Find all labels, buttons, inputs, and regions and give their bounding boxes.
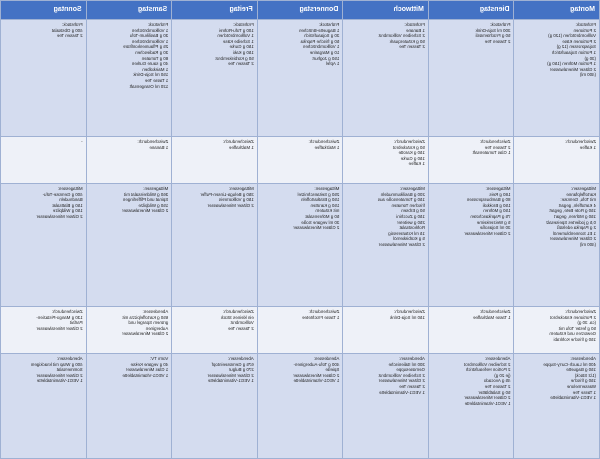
- meal-line: 400 g Tofu-Auberginen-: [293, 361, 340, 367]
- meal-line: 150 g Bratkartoffeln: [301, 197, 340, 203]
- meal-line: Mittagessen:: [485, 186, 511, 191]
- meal-line: Zwischendurch:: [308, 139, 340, 144]
- meal-line: 15 ml Kräuteressig: [388, 230, 425, 236]
- meal-line: 40 g saure Gurken: [131, 61, 169, 67]
- meal-line: 4 Kartoffeln, gegart: [558, 202, 596, 208]
- meal-line: 2 Gläser Mineralwasser: [207, 202, 254, 208]
- meal-line: 2 Gläser Mineralwasser: [549, 66, 596, 72]
- meal-line: 2 Tassen Tee: [56, 33, 83, 39]
- meal-line: 150 g frische Kohlrabi: [553, 336, 596, 342]
- meal-line: Mittagessen:: [57, 186, 83, 191]
- meal-line: (je 20 g): [494, 372, 511, 378]
- meal-line: Mittagessen:: [399, 186, 425, 191]
- meal-line: 0,5 g jodiertes Speisesalz: [545, 219, 596, 225]
- meal-line: 2 Gläser Mineralwasser: [378, 241, 425, 247]
- meal-cell: [172, 137, 258, 184]
- meal-line: 400 g Wrap mit knackigem: [30, 361, 83, 367]
- meal-line: Spieße: [325, 367, 340, 373]
- meal-line: 2 Gläser Mineralwasser: [293, 372, 340, 378]
- meal-cell: [86, 307, 172, 354]
- meal-line: 1 Tasse Tee: [572, 389, 596, 395]
- meal-line: 150 g Zucchini: [396, 213, 425, 219]
- meal-line: 650 g Kartoffelpizza mit: [122, 314, 169, 320]
- meal-cell: [172, 20, 258, 137]
- meal-line: -: [81, 139, 83, 144]
- meal-line: Zwischendurch:: [308, 309, 340, 314]
- meal-line: 2 Gläser Mineralwasser: [122, 208, 169, 214]
- meal-line: mit Tofu, Gemüse:: [560, 197, 596, 203]
- meal-line: 2 Portionen Käse: [562, 38, 596, 44]
- day-header: Montag: [514, 1, 600, 20]
- meal-line: Bandnudeln: [59, 197, 83, 203]
- meal-line: Zwischendurch:: [565, 309, 596, 314]
- meal-line: 2 Portion Hefeaufstrich: [465, 367, 511, 373]
- meal-line: (400 ml): [579, 72, 596, 78]
- meal-line: 270 g Bulgur: [228, 367, 254, 373]
- meal-line: Gewürzen und Kräutern: [549, 331, 596, 337]
- meal-line: 150 g Karotten: [310, 202, 340, 208]
- meal-line: 2 Tassen Tee: [399, 383, 425, 389]
- meal-line: Zwischendurch:: [51, 309, 83, 314]
- meal-line: 1 Tasse Früchtetee: [302, 314, 340, 320]
- meal-line: 2 Gläser Mineralwasser: [36, 372, 83, 378]
- meal-line: 5 g Kürbiskernöl: [393, 236, 425, 242]
- meal-line: 150 g Gurke: [400, 155, 425, 161]
- meal-line: grünem Spargel und: [128, 320, 169, 326]
- meal-cell: [343, 307, 429, 354]
- meal-line: 80 g Tomaten: [141, 55, 169, 61]
- meal-line: 1 VEG1-Vitamintablette: [293, 378, 340, 384]
- meal-cell: [514, 137, 600, 184]
- meal-line: 150 g Wildpilze: [52, 208, 83, 214]
- meal-cell: [257, 137, 343, 184]
- meal-line: 30 ml vegane Soße: [301, 219, 340, 225]
- meal-line: 10 g Margarine: [309, 49, 340, 55]
- meal-line: Vorm TV:: [150, 356, 169, 361]
- meal-line: 2 Gläser Mineralwasser: [122, 331, 169, 337]
- meal-line: 150 g Kaki: [233, 49, 254, 55]
- meal-line: 1 Vollkornbrötchen: [217, 33, 254, 39]
- meal-line: 2 Gläser Mineralwasser: [378, 378, 425, 384]
- meal-line: 150 g Vollkornreis: [218, 197, 254, 203]
- day-header: Sonntag: [1, 1, 87, 20]
- meal-cell: [428, 184, 514, 307]
- meal-line: 5 g Weizenkeime: [476, 219, 511, 225]
- meal-line: (400 ml): [579, 241, 596, 247]
- meal-line: 150 g Karotte: [398, 150, 425, 156]
- meal-line: 350 g Beluga-Linsen-Puffer: [200, 191, 254, 197]
- meal-line: Spinat und Pfifferlingen: [122, 197, 169, 203]
- day-header: Dienstag: [428, 1, 514, 20]
- meal-line: 2 Gläser Mineralwasser: [36, 213, 83, 219]
- meal-line: Mittagessen:: [571, 186, 596, 191]
- meal-line: 1 VEG1-Vitamintablette: [379, 389, 425, 395]
- meal-cell: [1, 137, 87, 184]
- meal-line: Abendessen:: [56, 356, 83, 361]
- meal-line: Mittagessen:: [143, 186, 169, 191]
- meal-line: 1 Maiskolben: [142, 66, 169, 72]
- meal-line: Zwischendurch:: [223, 139, 254, 144]
- meal-line: 1 Baguette-Brötchen: [299, 27, 340, 33]
- meal-line: (30 g): [584, 55, 596, 61]
- meal-line: 400 g Gemüse-Tofu-: [42, 191, 83, 197]
- meal-line: 150 g Brokkoli: [482, 202, 511, 208]
- meal-line: 400 g Obstsalat: [51, 27, 83, 33]
- meal-line: 100 g Tofu-Rührei: [218, 27, 254, 33]
- meal-cell: [257, 307, 343, 354]
- meal-cell: [428, 307, 514, 354]
- meal-line: 1 Vollkornbrötchen: [302, 44, 340, 50]
- meal-line: 50 g Kürbiskernbrot: [215, 55, 254, 61]
- meal-line: 150 g Joghurt: [312, 55, 340, 61]
- meal-line: 2 Tassen Tee: [484, 38, 511, 44]
- meal-row: [1, 354, 600, 459]
- meal-line: 150 g Tomatensoße aus: [377, 197, 425, 203]
- meal-cell: [428, 137, 514, 184]
- meal-line: 1 Malzkaffee: [314, 144, 340, 150]
- meal-line: Frühstück:: [233, 22, 254, 27]
- day-header: Donnerstag: [257, 1, 343, 20]
- meal-line: 2 Gläser Mineralwasser: [293, 225, 340, 231]
- meal-line: 300 ml Soja-Drink: [475, 27, 511, 33]
- meal-line: Frühstück:: [575, 22, 596, 27]
- meal-line: (ca. 30 g): [577, 320, 596, 326]
- meal-line: 1 VEG1-Vitamintablette: [122, 372, 169, 378]
- meal-line: Mittagessen:: [314, 186, 340, 191]
- meal-line: Abendessen:: [399, 356, 425, 361]
- meal-line: 1 VEG1-Vitamintablette: [464, 400, 511, 406]
- meal-line: Mittagessen:: [228, 186, 254, 191]
- meal-row: [1, 184, 600, 307]
- meal-cell: [514, 20, 600, 137]
- meal-line: 360 g Wildreissalat mit: [124, 191, 169, 197]
- meal-line: 150 g Blattsalat: [52, 202, 83, 208]
- meal-line: 150 g Möhren, gegart: [554, 213, 596, 219]
- meal-line: 2 Scheiben Vollkornbrot: [378, 372, 425, 378]
- meal-line: Frühstück:: [318, 22, 340, 27]
- meal-line: 1 VEG1-Vitamintablette: [550, 395, 596, 401]
- meal-plan-body: [1, 20, 600, 459]
- meal-line: 250 g weiterer: [397, 219, 425, 225]
- meal-row: [1, 307, 600, 354]
- meal-line: 1 Glas Mineralwasser: [125, 367, 169, 373]
- meal-line: 1 Malzkaffee: [228, 144, 254, 150]
- meal-line: 50 g fester Tofu mit: [558, 325, 596, 331]
- meal-line: Abendessen:: [313, 356, 340, 361]
- meal-cell: [514, 184, 600, 307]
- meal-line: 1 Apfel: [325, 61, 340, 67]
- meal-cell: [257, 354, 343, 459]
- meal-line: 45 g Avocado: [483, 378, 511, 384]
- meal-cell: [514, 307, 600, 354]
- meal-line: 1 Tasse Malzkaffee: [473, 314, 511, 320]
- meal-line: 675 g Gemüseeintopf: [211, 361, 254, 367]
- meal-line: 120 ml Orangensaft: [129, 83, 169, 89]
- meal-line: Sommersalat: [56, 367, 83, 373]
- meal-line: Vollkornbrot: [230, 320, 254, 326]
- meal-line: 1 Scheibe Käse: [222, 38, 254, 44]
- meal-line: 2 Portionen Knäckebrot: [550, 314, 596, 320]
- meal-cell: [343, 184, 429, 307]
- meal-cell: [172, 354, 258, 459]
- meal-line: 75 g Paprikaschoten: [470, 213, 511, 219]
- meal-cell: [514, 354, 600, 459]
- meal-line: 150 g Gurke: [229, 44, 254, 50]
- meal-line: 1 EL Sonnenblumenöl: [552, 230, 596, 236]
- meal-line: 80 g Bambussprossen: [466, 197, 511, 203]
- meal-line: Parfait: [69, 320, 83, 326]
- meal-cell: [428, 20, 514, 137]
- meal-cell: [172, 307, 258, 354]
- meal-cell: [86, 20, 172, 137]
- meal-line: Zwischendurch:: [394, 309, 425, 314]
- meal-line: Frühstück:: [62, 22, 83, 27]
- day-header: Freitag: [172, 1, 258, 20]
- meal-line: 1 Vollkornbrötchen: [131, 27, 169, 33]
- meal-line: 2 Tassen Tee: [228, 325, 254, 331]
- meal-cell: [86, 354, 172, 459]
- meal-cell: [1, 20, 87, 137]
- meal-line: 2 Gläser Mineralwasser: [464, 230, 511, 236]
- meal-line: 30 g Radieschen: [135, 49, 169, 55]
- meal-line: 25 g Pflaumenkonfitüre: [123, 44, 169, 50]
- meal-line: Auberginen: [145, 325, 169, 331]
- meal-line: 150 g Baguette: [566, 367, 596, 373]
- meal-line: Abendessen:: [228, 356, 254, 361]
- meal-cell: [1, 307, 87, 354]
- meal-line: 1 Kaffee: [408, 161, 425, 167]
- meal-line: 50 g Möhrensalat: [305, 213, 340, 219]
- meal-line: Zwischendurch:: [223, 309, 254, 314]
- meal-line: Wassermelone: [566, 383, 596, 389]
- meal-line: 50 g Kräuterquark: [389, 38, 425, 44]
- meal-line: ein kleines Stück: [220, 314, 254, 320]
- meal-line: Zwischendurch:: [479, 309, 511, 314]
- meal-cell: [86, 137, 172, 184]
- meal-line: 1 Banane: [149, 144, 169, 150]
- meal-line: Vollkornbrötchen (120 g): [548, 33, 596, 39]
- meal-line: 2 Scheiben Vollkornbrot: [378, 33, 425, 39]
- meal-line: 1 Vollkornbrötchen: [131, 38, 169, 44]
- meal-line: 50 g Salatblätter: [478, 389, 511, 395]
- meal-cell: [257, 184, 343, 307]
- meal-cell: [343, 20, 429, 137]
- meal-line: Zwischendurch:: [565, 139, 596, 144]
- meal-line: 2 Tassen Tee: [399, 44, 425, 50]
- meal-line: 130 g Mango-Pistazien-: [36, 314, 83, 320]
- meal-row: [1, 20, 600, 137]
- meal-line: 2 Tassen Tee: [484, 383, 511, 389]
- meal-line: 1 Glas Tomatensaft: [472, 150, 511, 156]
- meal-line: Gemüsesuppe: [396, 367, 425, 373]
- meal-line: 150 ml Soja-Drink: [389, 314, 425, 320]
- meal-line: 2 g Paprika edelsüß: [556, 225, 596, 231]
- meal-line: 150 g Möhren: [483, 208, 511, 214]
- meal-line: Kartoffelpfanne: [566, 191, 596, 197]
- meal-cell: [343, 354, 429, 459]
- meal-line: Zwischendurch:: [394, 139, 425, 144]
- meal-line: Abendessen:: [570, 356, 596, 361]
- meal-line: Frühstück:: [489, 22, 511, 27]
- meal-line: 1 Portion Möhren (150 g): [547, 61, 596, 67]
- meal-line: 2 Gläser Mineralwasser: [464, 395, 511, 401]
- meal-line: Sojasprossen (12 g): [556, 44, 596, 50]
- meal-cell: [428, 354, 514, 459]
- meal-line: 150 ml Soja-Drink: [133, 72, 169, 78]
- meal-line: 30 g Basilikum-Tofu: [129, 33, 169, 39]
- meal-cell: [257, 20, 343, 137]
- meal-line: 1 VEG1-Vitamintablette: [36, 378, 83, 384]
- meal-line: 2 Gläser Mineralwasser: [549, 236, 596, 242]
- meal-line: 250 g Seitanschnitzel: [297, 191, 340, 197]
- meal-line: 40 g vegane Kekse: [130, 361, 169, 367]
- meal-line: 150 g Rote Bete, gegart: [549, 208, 596, 214]
- meal-line: 150 g frische: [570, 378, 596, 384]
- meal-line: Zwischendurch:: [479, 139, 511, 144]
- meal-line: Zwischendurch:: [137, 139, 169, 144]
- meal-line: 1 VEG1-Vitamintablette: [207, 378, 254, 384]
- meal-cell: [172, 184, 258, 307]
- meal-line: 30 ml Sojasoße: [479, 225, 511, 231]
- meal-line: 1 Kaffee: [579, 144, 596, 150]
- meal-line: 300 ml Italienische: [388, 361, 425, 367]
- day-header: Mittwoch: [343, 1, 429, 20]
- meal-line: 50 g Erbsen: [401, 208, 425, 214]
- meal-line: 2 Scheiben Vollkornbrot: [464, 361, 511, 367]
- meal-line: Rohkostsalat: [399, 225, 425, 231]
- meal-line: Frühstück:: [147, 22, 169, 27]
- meal-line: 30 g Sojaaufstrich: [304, 33, 340, 39]
- meal-line: 1 Portion Sojaaufstrich: [551, 49, 596, 55]
- meal-line: 1 Banane: [406, 27, 425, 33]
- meal-line: 50 g Knäckebrot: [392, 144, 425, 150]
- meal-line: 200 g Basilikumnudeln: [380, 191, 425, 197]
- meal-line: 2 Tassen Tee: [484, 144, 511, 150]
- meal-cell: [1, 184, 87, 307]
- meal-line: 1 Tasse Tee: [144, 77, 169, 83]
- meal-line: 50 g Früchtemüsli: [475, 33, 511, 39]
- meal-cell: [1, 354, 87, 459]
- meal-line: frischen Tomaten: [391, 202, 425, 208]
- header-row: [1, 1, 600, 20]
- day-header: Samstag: [86, 1, 172, 20]
- meal-line: 2 Portionen: [573, 27, 596, 33]
- meal-line: 2 Gläser Mineralwasser: [207, 372, 254, 378]
- meal-line: Abendessen:: [484, 356, 511, 361]
- meal-line: 2 Tassen Tee: [228, 61, 254, 67]
- meal-line: Abendessen:: [142, 309, 169, 314]
- meal-line: 50 g frische Paprika: [300, 38, 340, 44]
- meal-line: mit Kräutern: [315, 208, 340, 214]
- meal-row: [1, 137, 600, 184]
- meal-cell: [86, 184, 172, 307]
- meal-line: 2 Gläser Mineralwasser: [36, 325, 83, 331]
- meal-line: 400 ml Lauch-Curry-Suppe: [543, 361, 596, 367]
- meal-line: Frühstück:: [404, 22, 425, 27]
- meal-cell: [343, 137, 429, 184]
- meal-line: 150 g Wildpilze: [138, 202, 169, 208]
- meal-line: 180 g Reis: [489, 191, 511, 197]
- meal-line: (1/2 Stück): [574, 372, 596, 378]
